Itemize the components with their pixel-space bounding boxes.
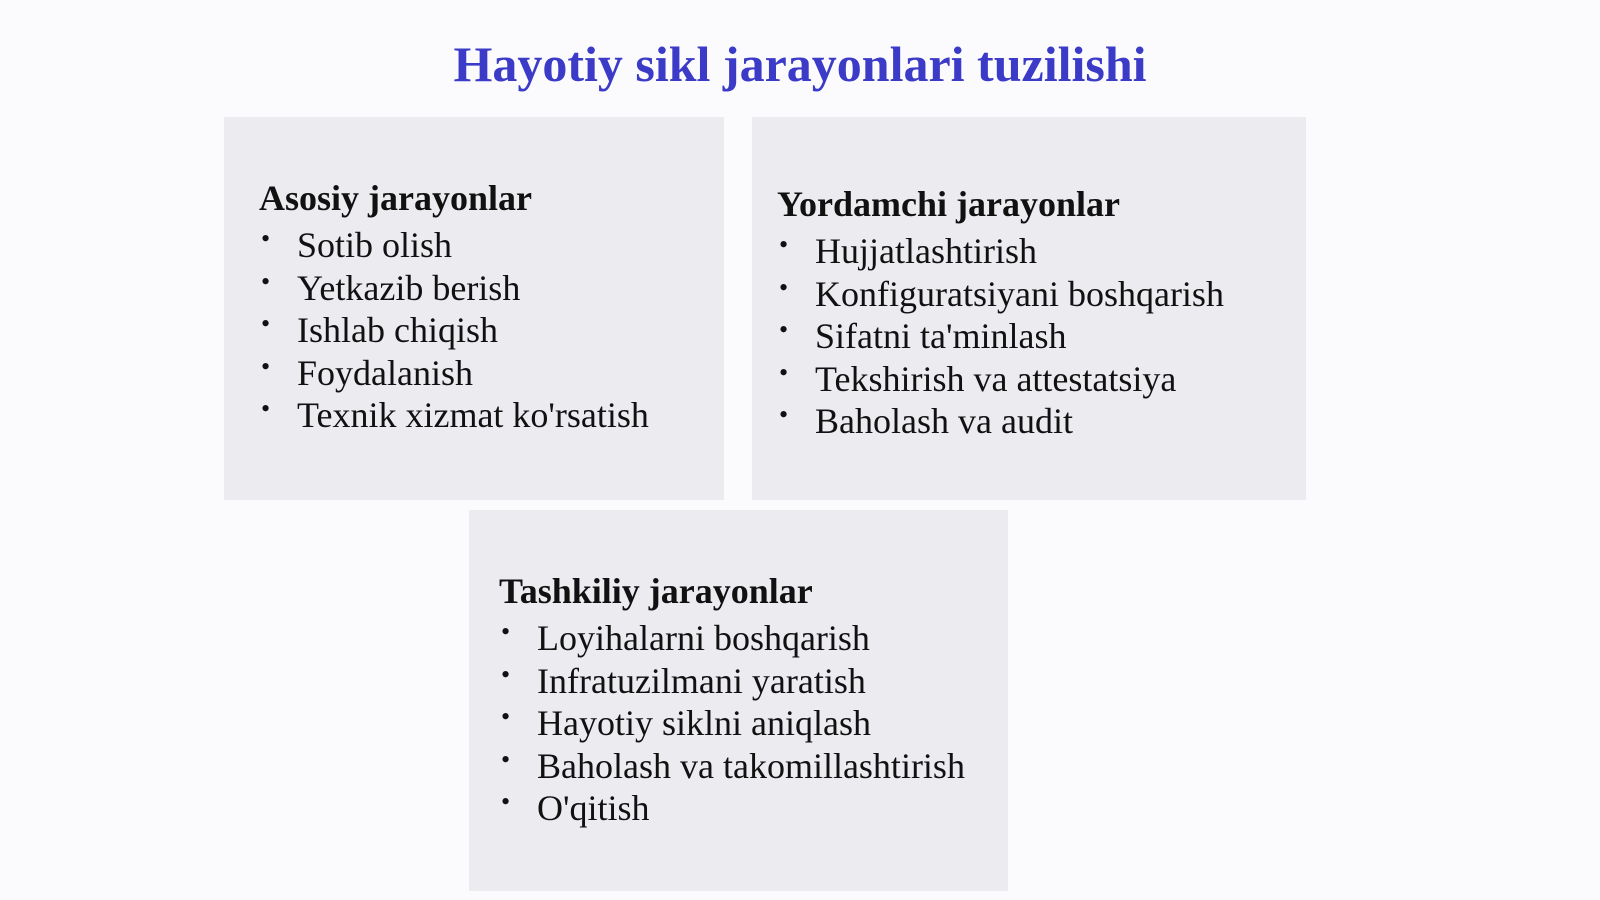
bullet-icon: • [779,357,789,387]
list-item [777,230,1306,273]
bullet-icon: • [779,272,789,302]
primary-processes-list [259,224,724,437]
list-item [259,309,724,352]
list-item [499,745,1008,788]
list-item [259,394,724,437]
list-item [777,315,1306,358]
bullet-icon: • [261,309,271,339]
list-item-label: Baholash va audit [815,401,1073,442]
list-item-label: Loyihalarni boshqarish [537,618,870,659]
list-item-label: Ishlab chiqish [297,310,498,351]
bullet-icon: • [501,787,511,817]
organizational-processes-list [499,617,1008,830]
list-item [259,267,724,310]
list-item-label: Baholash va takomillashtirish [537,745,965,786]
list-item-label: Texnik xizmat ko'rsatish [297,395,649,436]
list-item [777,273,1306,316]
list-item [499,660,1008,703]
bullet-icon: • [501,617,511,647]
support-processes-box [752,117,1306,500]
slide-title: Hayotiy sikl jarayonlari tuzilishi [453,36,1147,92]
bullet-icon: • [261,351,271,381]
list-item-label: Infratuzilmani yaratish [537,660,866,701]
list-item-label: Sotib olish [297,225,453,266]
list-item-label: Yetkazib berish [297,267,521,308]
list-item-label: Foydalanish [297,352,473,393]
list-item-label: Tekshirish va attestatsiya [815,358,1177,399]
list-item-label: Konfiguratsiyani boshqarish [815,273,1224,314]
list-item [777,400,1306,443]
bullet-icon: • [779,400,789,430]
primary-processes-box [224,117,724,500]
list-item-label: Hayotiy siklni aniqlash [537,703,871,744]
bullet-icon: • [501,659,511,689]
organizational-processes-heading: Tashkiliy jarayonlar [499,571,813,611]
bullet-icon: • [779,315,789,345]
organizational-processes-box [469,510,1008,891]
list-item [259,224,724,267]
bullet-icon: • [501,744,511,774]
list-item-label: O'qitish [537,788,650,829]
support-processes-list [777,230,1306,443]
list-item-label: Hujjatlashtirish [815,231,1037,272]
list-item [499,787,1008,830]
list-item [499,702,1008,745]
bullet-icon: • [261,266,271,296]
list-item [777,358,1306,401]
bullet-icon: • [779,230,789,260]
bullet-icon: • [501,702,511,732]
support-processes-heading: Yordamchi jarayonlar [777,184,1120,224]
list-item [259,352,724,395]
list-item-label: Sifatni ta'minlash [815,316,1067,357]
bullet-icon: • [261,224,271,254]
list-item [499,617,1008,660]
bullet-icon: • [261,394,271,424]
primary-processes-heading: Asosiy jarayonlar [259,178,532,218]
